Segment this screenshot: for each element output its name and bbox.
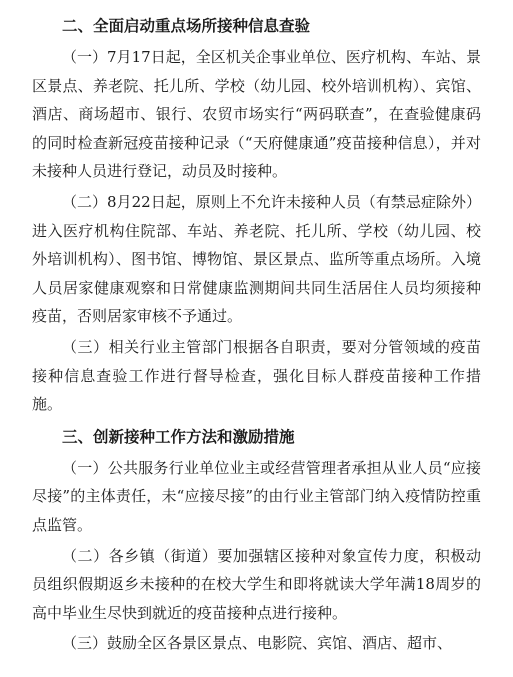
- document-body: [32, 10, 481, 658]
- section-heading-3: 三、创新接种工作方法和激励措施: [62, 427, 295, 446]
- paragraph-3-1: （一）公共服务行业单位业主或经营管理者承担从业人员“应接尽接”的主体责任，未“应接尽接”的由行业主管部门纳入疫情防控重点监管。: [32, 458, 481, 534]
- section-heading-2: 二、全面启动重点场所接种信息查验: [62, 17, 311, 35]
- paragraph-2-2: （二）8月22日起，原则上不允许未接种人员（有禁忌症除外）进入医疗机构住院部、车站、养老院、托儿所、学校（幼儿园、校外培训机构）、图书馆、博物馆、景区景点、监所等重点场所。入境人员居家健康观察和日常健康监测期间共同生活居住人员均须接种疫苗，否则居家审核不予通过。: [32, 192, 481, 326]
- paragraph-3-2: （二）各乡镇（街道）要加强辖区接种对象宣传力度，积极动员组织假期返乡未接种的在校大学生和即将就读大学年满18周岁的高中毕业生尽快到就近的疫苗接种点进行接种。: [32, 546, 481, 622]
- paragraph-3-3: （三）鼓励全区各景区景点、电影院、宾馆、酒店、超市、: [62, 634, 453, 653]
- paragraph-2-3: （三）相关行业主管部门根据各自职责，要对分管领域的疫苗接种信息查验工作进行督导检查，强化目标人群疫苗接种工作措施。: [32, 337, 481, 414]
- paragraph-2-1: （一）7月17日起，全区机关企事业单位、医疗机构、车站、景区景点、养老院、托儿所、学校（幼儿园、校外培训机构）、宾馆、酒店、商场超市、银行、农贸市场实行“两码联查”，在查验健康码的同时检查新冠疫苗接种记录（“天府健康通”疫苗接种信息），并对未接种人员进行登记，动员及时接种。: [32, 48, 481, 181]
